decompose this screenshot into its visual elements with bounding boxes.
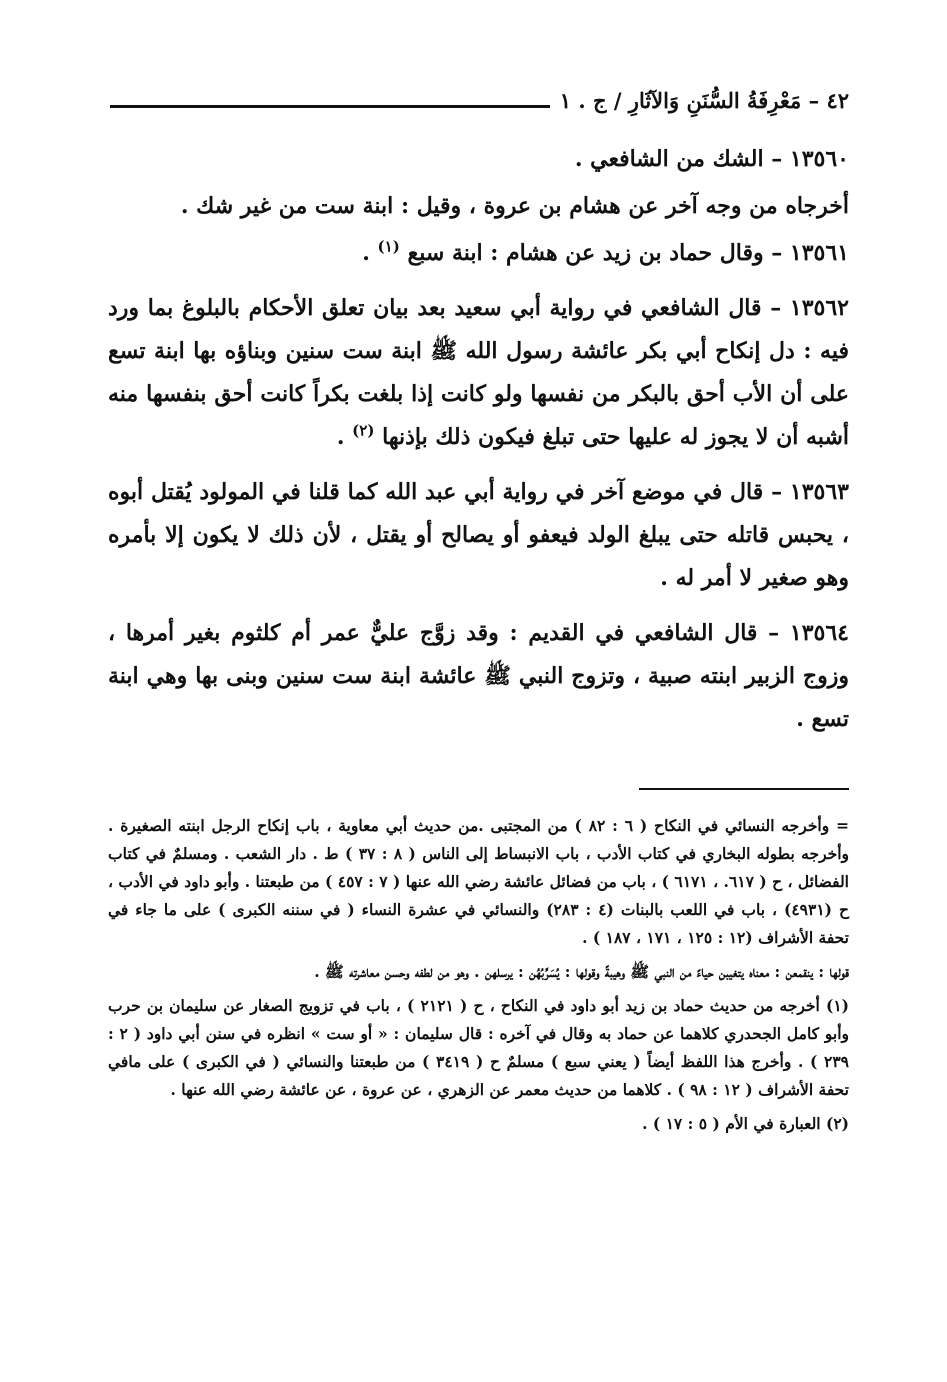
paragraph-13562: ١٣٥٦٢ – قال الشافعي في رواية أبي سعيد بعد بيان تعلق الأحكام بالبلوغ بما ورد فيه : دل إنكاح أبي بكر عائشة رسول الله ﷺ ابنة ست سنين وبناؤه بها ابنة تسع على أن الأب أحق بالبكر من نفسها ولو كانت إذا بلغت بكراً كانت أحق بنفسها منه أشبه أن لا يجوز له عليها حتى تبلغ فيكون ذلك بإذنها $^{(٢)}$ . <box>108 295 850 450</box>
main-text <box>108 138 849 753</box>
book-title: مَعْرِفَةُ السُّنَنِ وَالآثَارِ / ج . ١ <box>559 88 802 113</box>
footnote-1: (١) أخرجه من حديث حماد بن زيد أبو داود في النكاح ، ح ( ٢١٢١ ) ، باب في تزويج الصغار عن سليمان بن حرب وأبو كامل الجحدري كلاهما عن حماد به وقال في آخره : قال سليمان : « أو ست » انظره في سنن أبي داود ( ٢ : ٢٣٩ ) . وأخرج هذا اللفظ أيضاً ( يعني سبع ) مسلمٌ ح ( ٣٤١٩ ) من طبعتنا والنسائي ( في الكبرى ) على مافي تحفة الأشراف ( ١٢ : ٩٨ ) . كلاهما من حديث معمر عن الزهري ، عن عروة ، عن عائشة رضي الله عنها . <box>108 996 849 1099</box>
header-rule <box>110 105 550 108</box>
paragraph-13564: ١٣٥٦٤ – قال الشافعي في القديم : وقد زوَّج عليٌّ عمر أم كلثوم بغير أمرها ، وزوج الزبير ابنته صبية ، وتزوج النبي ﷺ عائشة ابنة ست سنين وبنى بها وهي ابنة تسع . <box>108 620 849 732</box>
running-header <box>110 80 849 114</box>
footnotes <box>108 812 849 1144</box>
footnote-ref-2[interactable]: (٢) <box>352 421 375 440</box>
paragraph-13560: ١٣٥٦٠ – الشك من الشافعي . <box>574 146 849 172</box>
paragraph-13560-note: أخرجاه من وجه آخر عن هشام بن عروة ، وقيل : ابنة ست من غير شك . <box>180 193 849 219</box>
page-number: ٤٢ <box>826 88 849 113</box>
footnote-ref-1[interactable]: (١) <box>377 237 400 256</box>
header-title-line: ٤٢ – مَعْرِفَةُ السُّنَنِ وَالآثَارِ / ج . ١ <box>559 88 849 113</box>
paragraph-13563: ١٣٥٦٣ – قال في موضع آخر في رواية أبي عبد الله كما قلنا في المولود يُقتل أبوه ، يحبس قاتله حتى يبلغ الولد فيعفو أو يصالح أو يقتل ، لأن ذلك لا يكون إلا بأمره وهو صغير لا أمر له . <box>108 479 849 591</box>
footnote-separator <box>639 788 849 790</box>
paragraph-13561: ١٣٥٦١ – وقال حماد بن زيد عن هشام : ابنة سبع $^{(١)}$ . <box>362 237 849 266</box>
footnote-2: (٢) العبارة في الأم ( ٥ : ١٧ ) . <box>642 1114 849 1133</box>
footnote-continued: = وأخرجه النسائي في النكاح ( ٦ : ٨٢ ) من المجتبى .من حديث أبي معاوية ، باب إنكاح الرجل ابنته الصغيرة . وأخرجه بطوله البخاري في كتاب الأدب ، باب الانبساط إلى الناس ( ٨ : ٣٧ ) ط . دار الشعب . ومسلمٌ في كتاب الفضائل ، ح ( ٦١٧. ، ٦١٧١ ) ، باب من فضائل عائشة رضي الله عنها ( ٧ : ٤٥٧ ) من طبعتنا . وأبو داود في الأدب ، ح (٤٩٣١) ، باب في اللعب بالبنات (٤ : ٢٨٣) والنسائي في عشرة النساء ( في سننه الكبرى ) على ما جاء في تحفة الأشراف (١٢ : ١٢٥ ، ١٧١ ، ١٨٧ ) . <box>108 816 850 947</box>
footnote-gloss: قولها : ينقمعن : معناه يتغيبن حياءً من النبي ﷺ وهيبةً وقولها : يُسَرِّبُهُن : يرسلهن . وهو من لطفه وحسن معاشرته ﷺ . <box>314 962 849 981</box>
